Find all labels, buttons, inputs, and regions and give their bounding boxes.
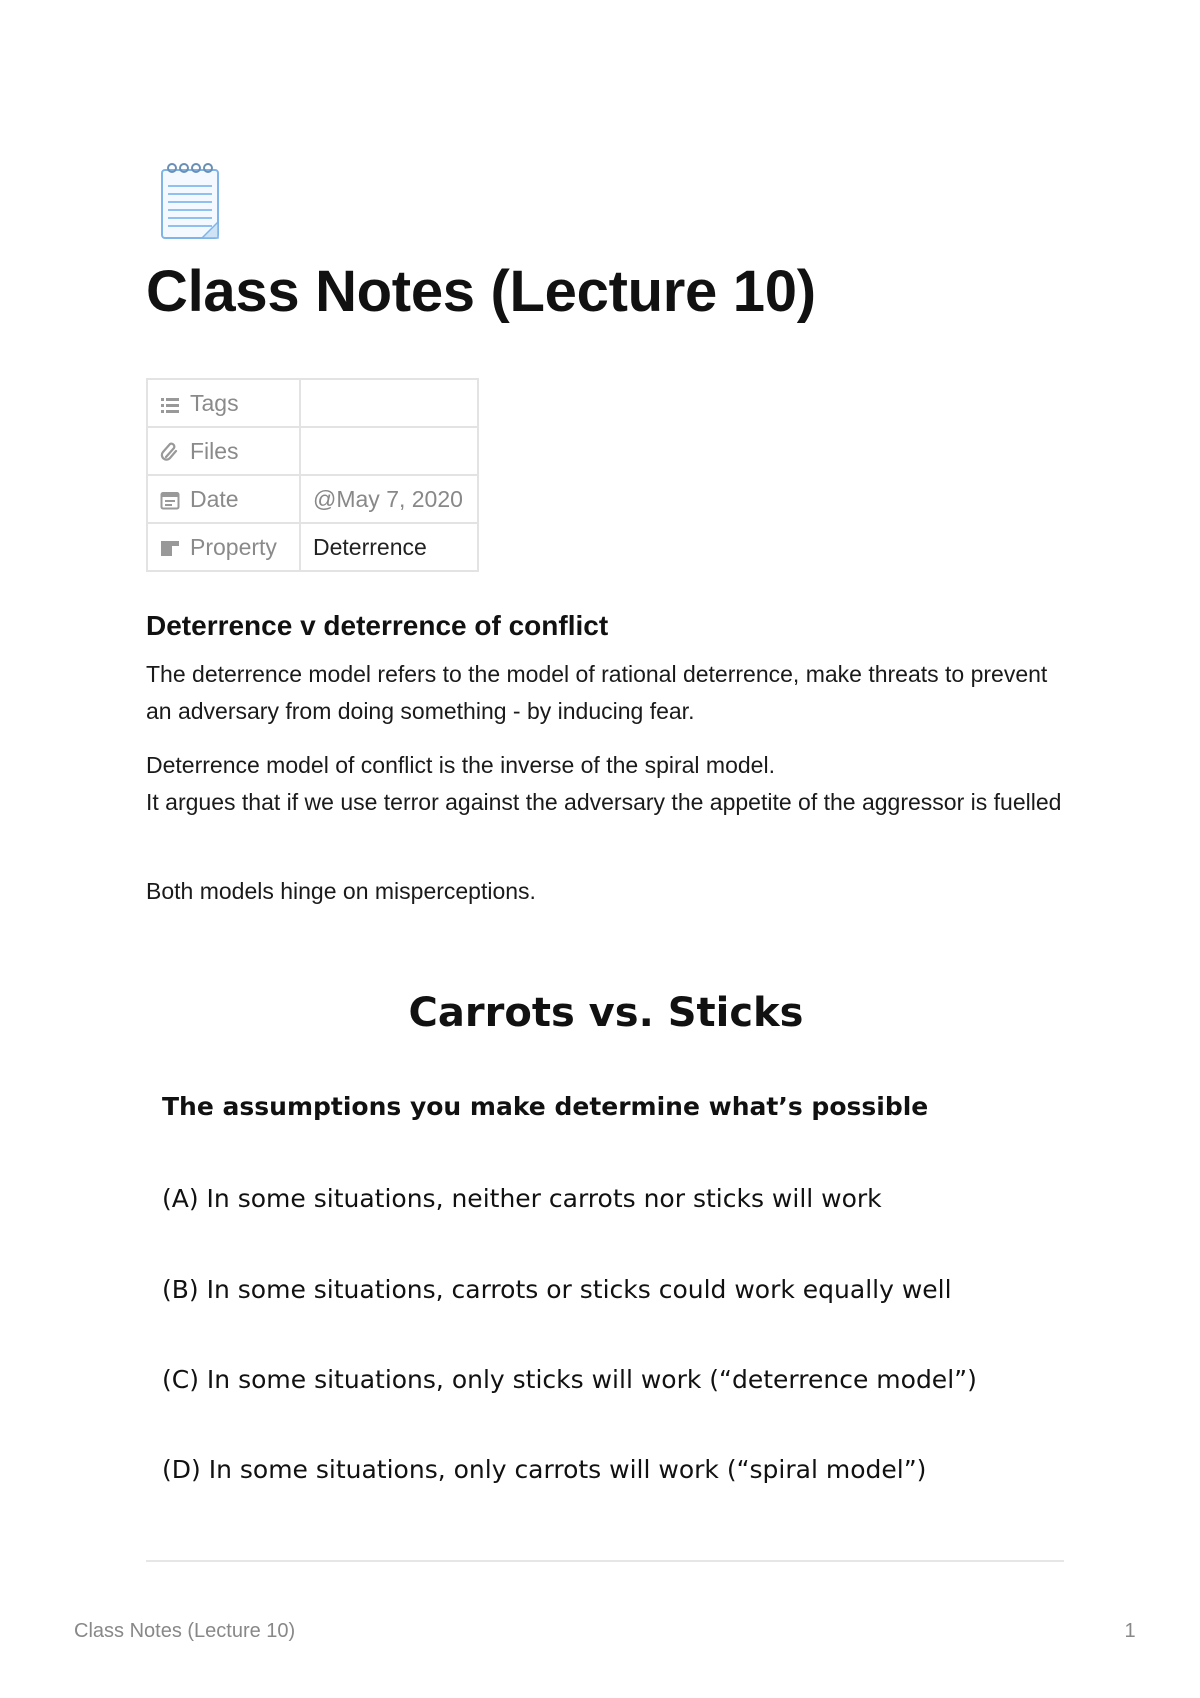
property-key [147,475,300,523]
section-heading: Deterrence v deterrence of conflict [146,610,609,641]
property-key-label: Files [190,437,239,464]
slide-item: (A) In some situations, neither carrots nor sticks will work [162,1184,882,1213]
slide-subtitle: The assumptions you make determine what’s possible [162,1092,929,1121]
property-value[interactable]: @May 7, 2020 [300,475,478,523]
paragraph: It argues that if we use terror against the adversary the appetite of the aggressor is fuelled [146,789,1062,815]
properties-table [146,378,479,572]
divider [146,1560,1064,1562]
slide-item: (D) In some situations, only carrots will work (“spiral model”) [162,1455,927,1484]
property-row-tags[interactable] [147,379,478,427]
property-value[interactable] [300,427,478,475]
page-title: Class Notes (Lecture 10) [146,259,816,324]
slide-item: (C) In some situations, only sticks will work (“deterrence model”) [162,1365,977,1394]
paragraph: Deterrence model of conflict is the inverse of the spiral model. [146,752,775,778]
property-key-label: Property [190,533,277,560]
footer-title: Class Notes (Lecture 10) [74,1620,296,1642]
page-number: 1 [1124,1620,1136,1642]
property-value[interactable] [300,379,478,427]
property-value[interactable]: Deterrence [300,523,478,571]
property-key-label: Tags [190,389,239,416]
calendar-icon [160,490,180,510]
property-row-files[interactable] [147,427,478,475]
paperclip-icon [160,442,180,462]
paragraph: Both models hinge on misperceptions. [146,878,536,904]
property-key [147,379,300,427]
property-row-property[interactable] [147,523,478,571]
property-row-date[interactable] [147,475,478,523]
list-icon [160,396,180,414]
paragraph: The deterrence model refers to the model of rational deterrence, make threats to prevent an adversary from doing something - by inducing fear. [146,661,1048,724]
property-key [147,523,300,571]
slide-title: Carrots vs. Sticks [408,990,804,1036]
slide-item: (B) In some situations, carrots or sticks could work equally well [162,1275,952,1304]
embedded-slide-image [146,960,1066,1520]
tag-icon [160,538,180,558]
property-key [147,427,300,475]
property-key-label: Date [190,485,239,512]
notepad-icon [158,160,224,242]
